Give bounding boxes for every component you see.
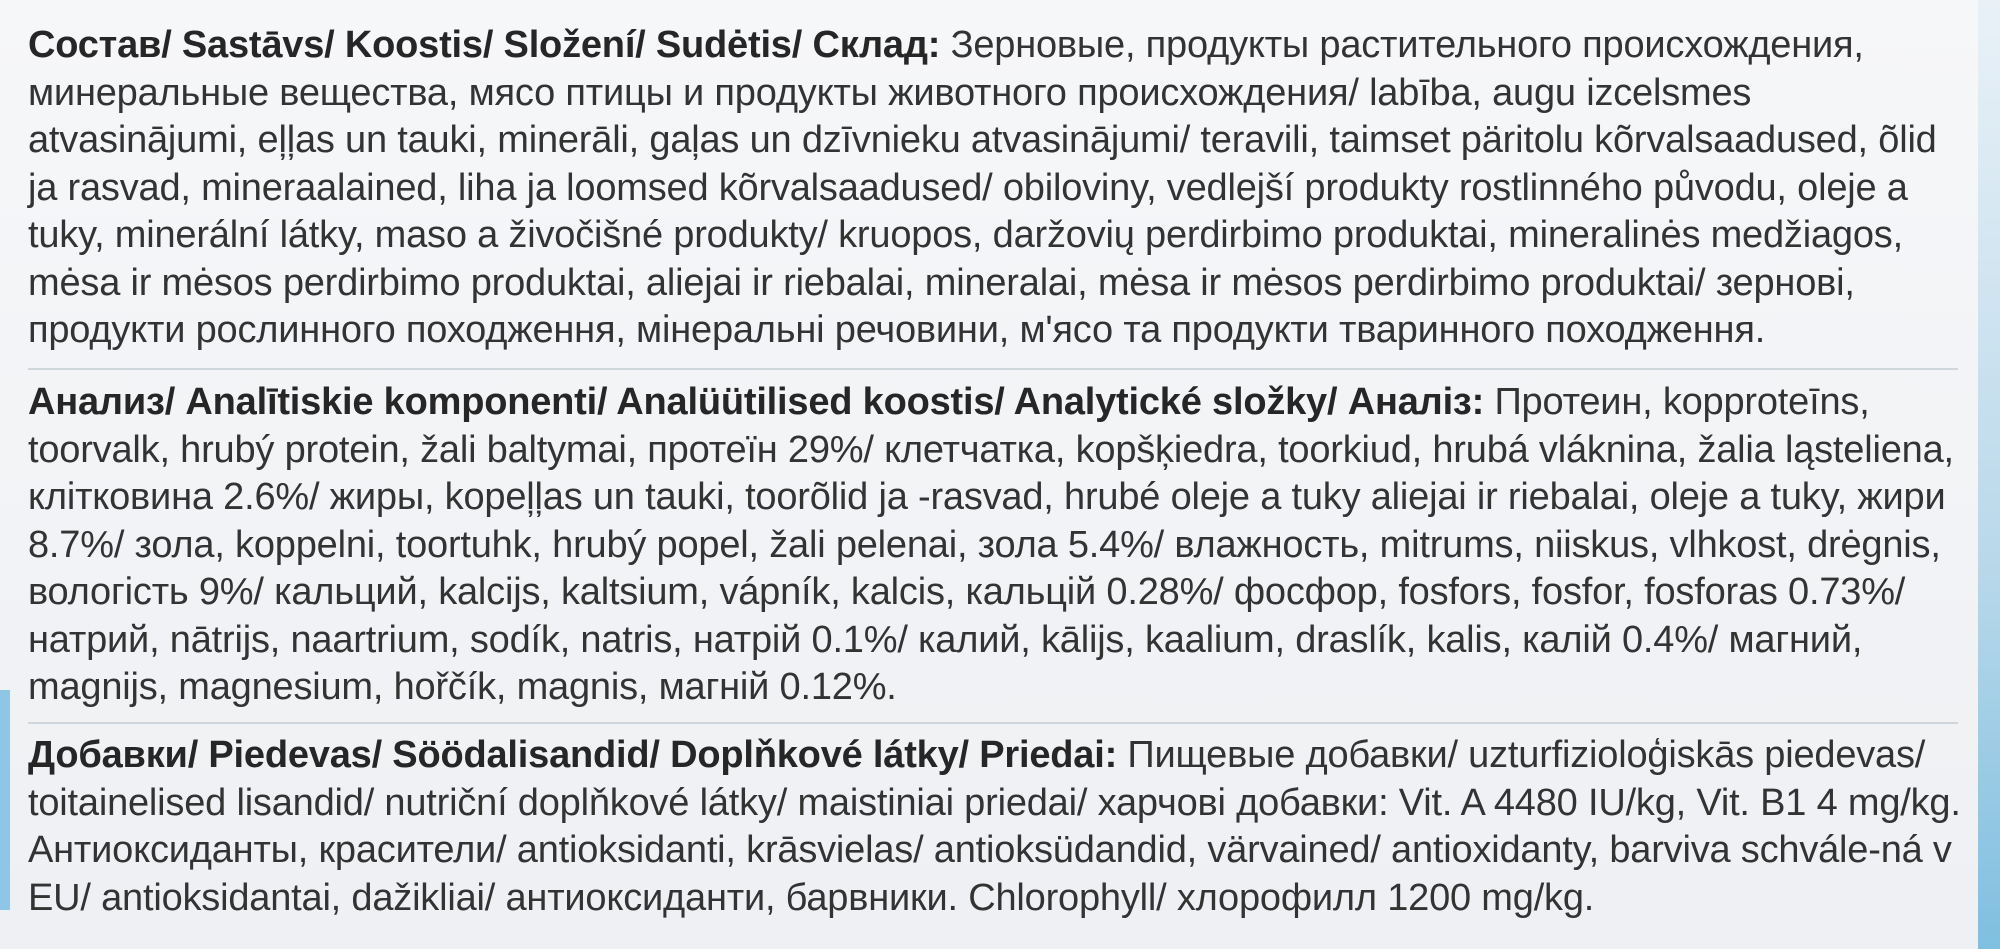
section-divider bbox=[28, 368, 1958, 370]
packaging-accent-stripe bbox=[1978, 0, 2000, 949]
analysis-section bbox=[28, 379, 1963, 712]
analysis-text: Протеин, kopproteīns, toorvalk, hrubý protein, žali baltymai, протеїн 29%/ клетчатка, kopšķiedra, toorkiud, hrubá vláknina, žalia ląsteliena, клітковина 2.6%/ жиры, kopeļļas un tauki, toorõlid ja -rasvad, hrubé oleje a tuky aliejai ir riebalai, oleje a tuky, жири 8.7%/ зола, koppelni, toortuhk, hrubý popel, žali pelenai, зола 5.4%/ влажность, mitrums, niiskus, vlhkost, drėgnis, вологість 9%/ кальций, kalcijs, kaltsium, vápník, kalcis, кальцій 0.28%/ фосфор, fosfors, fosfor, fosforas 0.73%/ натрий, nātrijs, naartrium, sodík, natris, натрій 0.1%/ калий, kālijs, kaalium, draslík, kalis, калій 0.4%/ магний, magnijs, magnesium, hořčík, magnis, магній 0.12%. bbox=[28, 381, 1954, 708]
composition-heading: Состав/ Sastāvs/ Koostis/ Složení/ Sudėtis/ Склад: bbox=[28, 24, 951, 66]
analysis-heading: Анализ/ Analītiskie komponenti/ Analüütilised koostis/ Analytické složky/ Аналіз: bbox=[28, 381, 1495, 423]
additives-text: Пищевые добавки/ uzturfizioloģiskās piedevas/ toitainelised lisandid/ nutriční doplňkové látky/ maistiniai priedai/ харчові добавки: Vit. A 4480 IU/kg, Vit. B1 4 mg/kg. Антиоксиданты, красители/ antioksidanti, krāsvielas/ antioksüdandid, värvained/ antioxidanty, barviva schvále-ná v EU/ antioksidantai, dažikliai/ антиоксиданти, барвники. Chlorophyll/ хлорофилл 1200 mg/kg. bbox=[28, 734, 1961, 919]
packaging-edge-stripe bbox=[0, 690, 10, 910]
composition-section bbox=[28, 22, 1963, 355]
additives-section bbox=[28, 732, 1963, 922]
composition-text: Зерновые, продукты растительного происхождения, минеральные вещества, мясо птицы и продукты животного происхождения/ labība, augu izcelsmes atvasinājumi, eļļas un tauki, minerāli, gaļas un dzīvnieku atvasinājumi/ teravili, taimset päritolu kõrvalsaadused, õlid ja rasvad, mineraalained, liha ja loomsed kõrvalsaadused/ obiloviny, vedlejší produkty rostlinného původu, oleje a tuky, minerální látky, maso a živočišné produkty/ kruopos, daržovių perdirbimo produktai, mineralinės medžiagos, mėsa ir mėsos perdirbimo produktai, aliejai ir riebalai, mineralai, mėsa ir mėsos perdirbimo produktai/ зернові, продукти рослинного походження, мінеральні речовини, м'ясо та продукти тваринного походження. bbox=[28, 24, 1937, 351]
section-divider bbox=[28, 722, 1958, 724]
additives-heading: Добавки/ Piedevas/ Söödalisandid/ Doplňkové látky/ Priedai: bbox=[28, 734, 1128, 776]
